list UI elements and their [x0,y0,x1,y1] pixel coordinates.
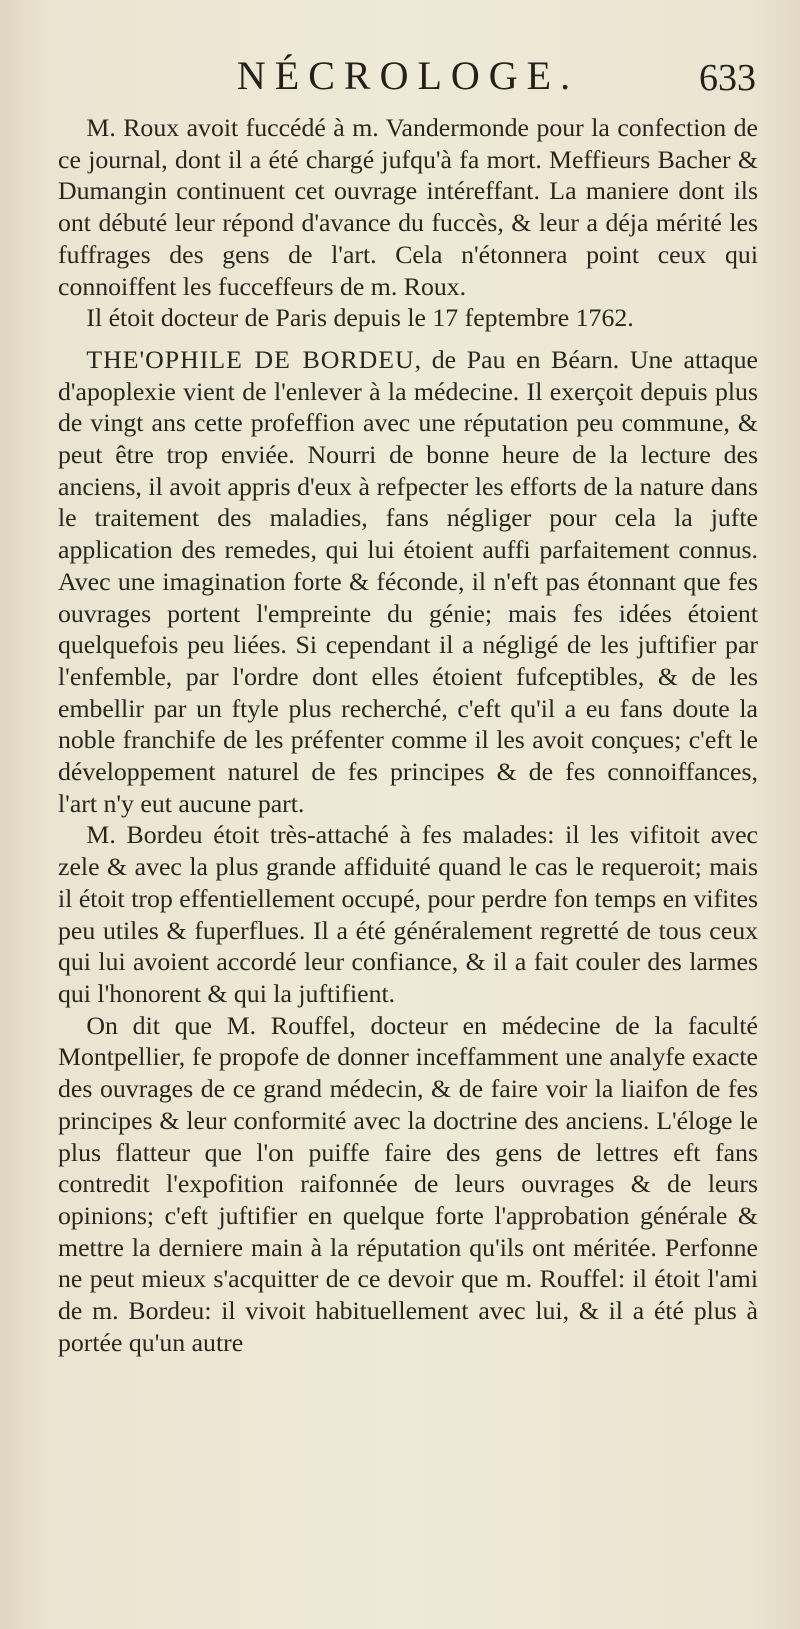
paragraph-roussel [58,1010,758,1359]
paragraph-roux-text: M. Roux avoit fuccédé à m. Vandermonde pour la confection de ce journal, dont il a été chargé jufqu'à fa mort. Meffieurs Bacher & Dumangin continuent cet ouvrage intéreffant. La maniere dont ils ont débuté leur répond d'avance du fuccès, & leur a déja mérité les fuffrages des gens de l'art. Cela n'étonnera point ceux qui connoiffent les fucceffeurs de m. Roux. [58,113,758,301]
paragraph-bordeu-attache [58,819,758,1009]
page-number: 633 [699,57,756,99]
running-title: NÉCROLOGE. [236,53,580,98]
paragraph-roux-docteur [58,302,758,334]
bordeu-name-heading: THE'OPHILE DE BORDEU [86,344,415,374]
page-header [58,53,758,106]
paragraph-bordeu-text: , de Pau en Béarn. Une attaque d'apoplexie vient de l'enlever à la médecine. Il exerçoit depuis plus de vingt ans cette profeffion avec une réputation peu commune, & peut être trop enviée. Nourri de bonne heure de la lecture des anciens, il avoit appris d'eux à refpecter les efforts de la nature dans le traitement des maladies, fans négliger pour cela la jufte application des remedes, qui lui étoient auffi parfaitement connus. Avec une imagination forte & féconde, il n'eft pas étonnant que fes ouvrages portent l'empreinte du génie; mais fes idées étoient quelquefois peu liées. Si cependant il a négligé de les juftifier par l'enfemble, par l'ordre dont elles étoient fufceptibles, & de les embellir par un ftyle plus recherché, c'eft qu'il a eu fans doute la noble franchife de les préfenter comme il les avoit conçues; c'eft le développement naturel de fes principes & de fes connoiffances, l'art n'y eut aucune part. [58,344,758,818]
paragraph-roux [58,112,758,302]
paragraph-bordeu-attache-text: M. Bordeu étoit très-attaché à fes malades: il les vifitoit avec zele & avec la plus grande affiduité quand le cas le requeroit; mais il étoit trop effentiellement occupé, pour perdre fon temps en vifites peu utiles & fuperflues. Il a été généralement regretté de tous ceux qui lui avoient accordé leur confiance, & il a fait couler des larmes qui l'honorent & qui la juftifient. [58,820,758,1008]
section-gap [58,334,758,344]
paragraph-roux-docteur-text: Il étoit docteur de Paris depuis le 17 feptembre 1762. [86,303,634,333]
body-text [58,112,758,1358]
paragraph-roussel-text: On dit que M. Rouffel, docteur en médecine de la faculté Montpellier, fe propofe de donner inceffamment une analyfe exacte des ouvrages de ce grand médecin, & de faire voir la liaifon de fes principes & leur conformité avec la doctrine des anciens. L'éloge le plus flatteur que l'on puiffe faire des gens de lettres eft fans contredit l'expofition raifonnée de leurs ouvrages & de leurs opinions; c'eft juftifier en quelque forte l'approbation générale & mettre la derniere main à la réputation qu'ils ont méritée. Perfonne ne peut mieux s'acquitter de ce devoir que m. Rouffel: il étoit l'ami de m. Bordeu: il vivoit habituellement avec lui, & il a été plus à portée qu'un autre [58,1010,758,1357]
paragraph-bordeu [58,344,758,820]
